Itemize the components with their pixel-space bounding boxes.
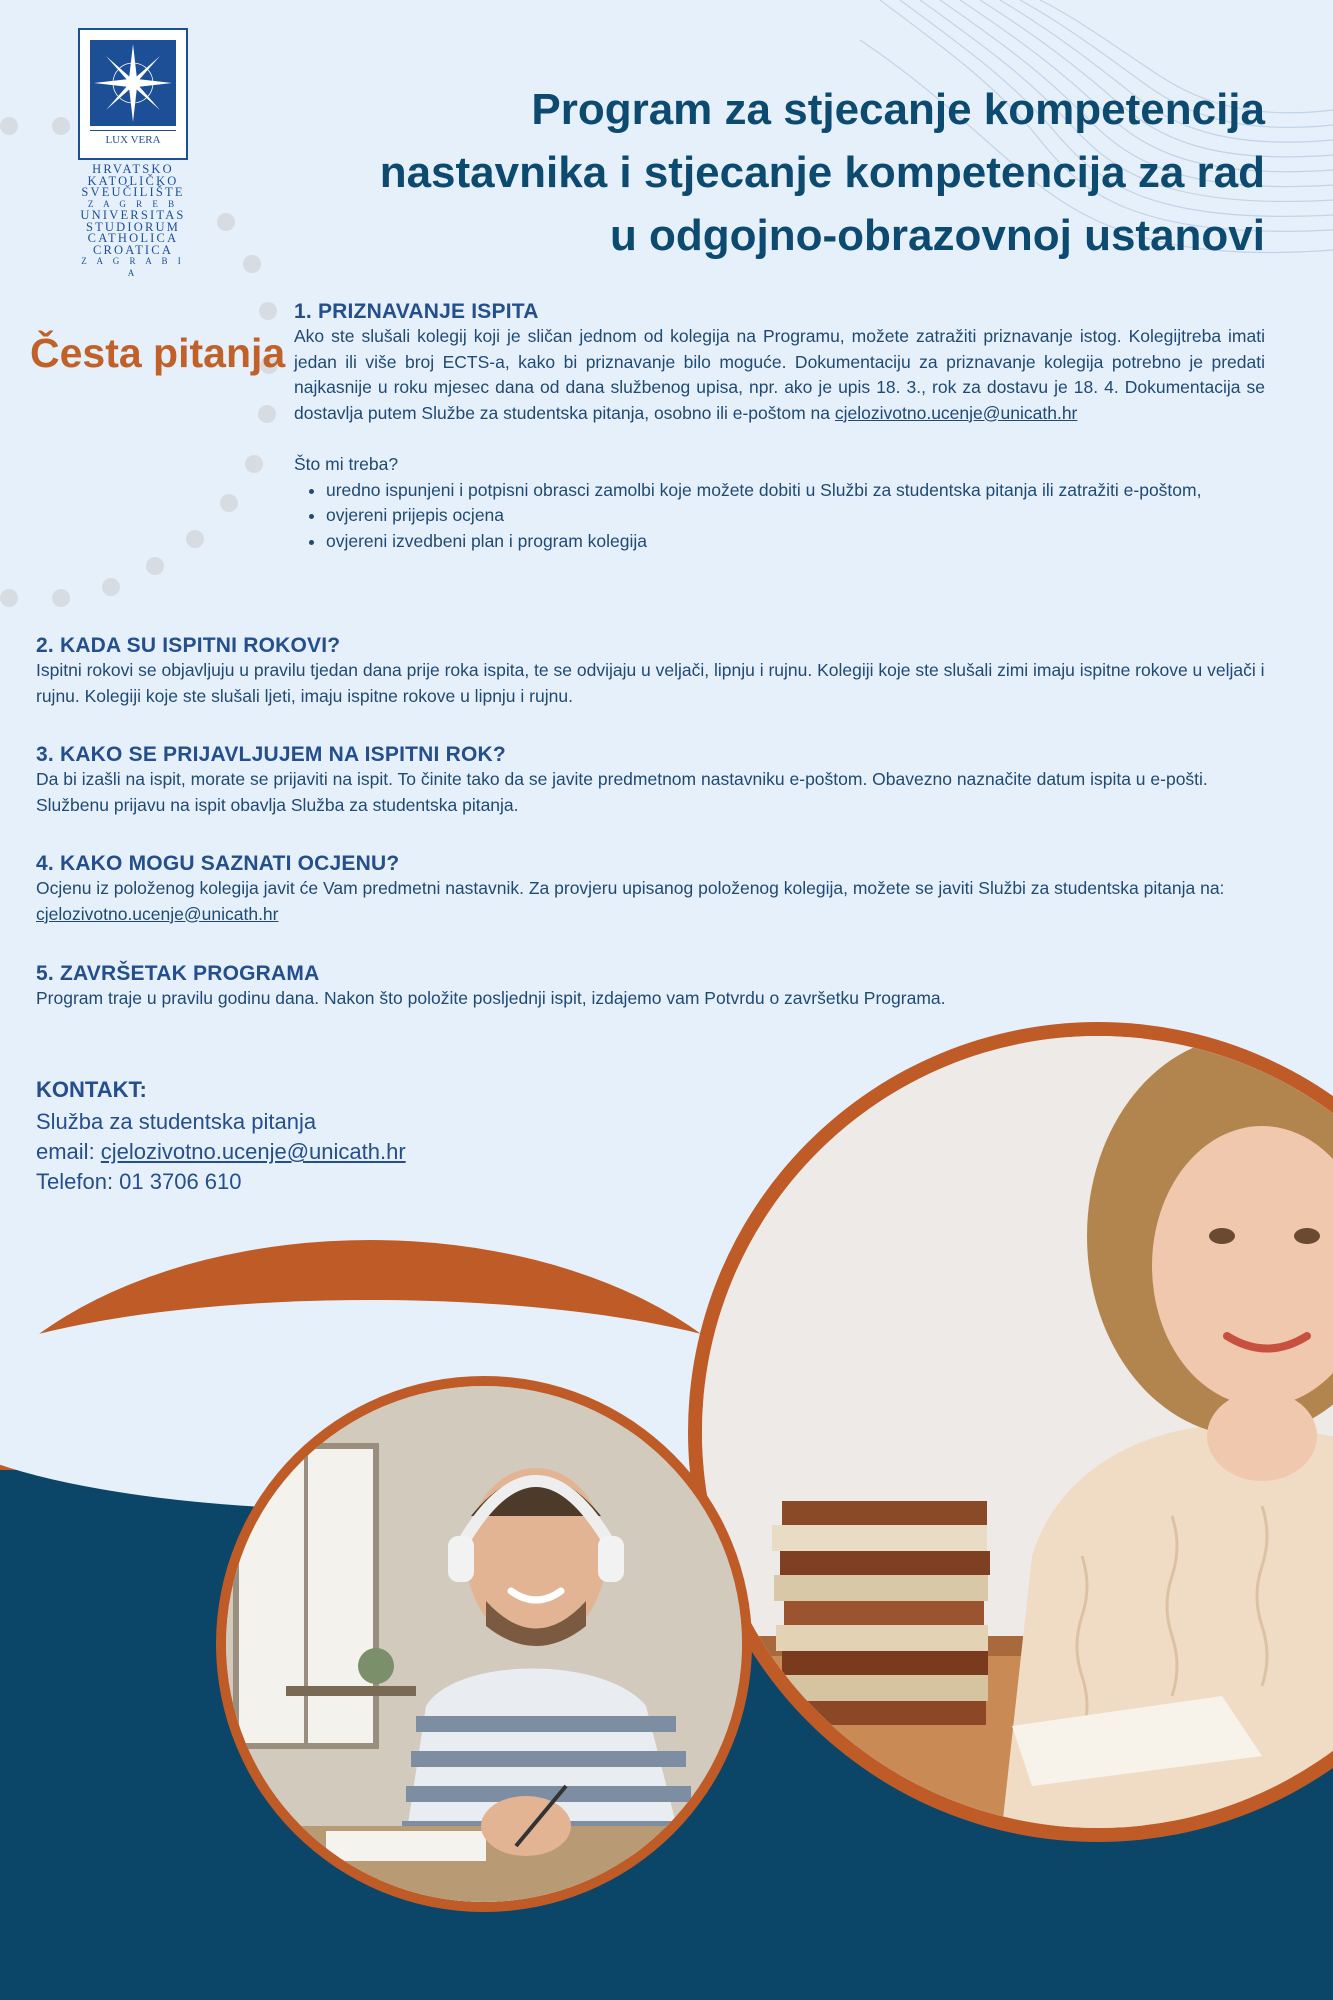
section-heading: 3. KAKO SE PRIJAVLJUJEM NA ISPITNI ROK? [36,743,506,766]
section-text: Ako ste slušali kolegij koji je sličan jednom od kolegija na Programu, možete zatražiti priznavanje istog. Kolegijtreba imati jedan ili više broj ECTS-a, kako bi priznavanje bilo moguće. Dokumentaciju za priznavanje kolegija potrebno je predati najkasnije u roku mjesec dana od dana službenog upisa, npr. ako je upis 18. 3., rok za dostavu je 18. 4. Dokumentacija se dostavlja putem Službe za studentska pitanja, osobno ili e-poštom na cjelozivotno.ucenje@unicath.hr [294,326,1265,423]
section-text: Program traje u pravilu godinu dana. Nakon što položite posljednji ispit, izdajemo vam Potvrdu o završetku Programa. [36,988,946,1008]
logo-motto: LUX VERA [90,130,176,147]
contact-office: Služba za studentska pitanja [36,1109,317,1134]
section-heading: 4. KAKO MOGU SAZNATI OCJENU? [36,852,400,875]
section-exam-registration [36,743,1266,818]
contact-heading: KONTAKT: [36,1077,147,1102]
list-item: • ovjereni prijepis ocjena [326,503,1265,529]
logo-wordmark: HRVATSKO KATOLIČKO SVEUČILIŠTE Z A G R E B UNIVERSITAS STUDIORUM CATHOLICA CROATICA Z A G R A B I A [80,162,186,278]
needs-list [294,478,1265,555]
section-recognition [294,300,1265,554]
section-grades [36,852,1266,927]
contact-email: email: cjelozivotno.ucenje@unicath.hr [36,1139,406,1164]
email-link[interactable]: cjelozivotno.ucenje@unicath.hr [100,1139,406,1164]
section-text: Ocjenu iz položenog kolegija javit će Vam predmetni nastavnik. Za provjeru upisanog položenog kolegija, možete se javiti Službi za studentska pitanja na: cjelozivotno.ucenje@unicath.hr [36,878,1225,924]
photo-man-with-headphones [216,1376,752,1912]
woman-illustration [702,1036,1333,1828]
star-emblem-icon [90,40,176,126]
contact-phone: Telefon: 01 3706 610 [36,1169,242,1194]
list-item: • ovjereni izvedbeni plan i program kolegija [326,529,1265,555]
section-heading: 1. PRIZNAVANJE ISPITA [294,300,539,323]
email-link[interactable]: cjelozivotno.ucenje@unicath.hr [36,903,279,924]
email-link[interactable]: cjelozivotno.ucenje@unicath.hr [834,402,1078,423]
section-heading: 2. KADA SU ISPITNI ROKOVI? [36,634,341,657]
section-text: Da bi izašli na ispit, morate se prijaviti na ispit. To činite tako da se javite predmetnom nastavniku e-poštom. Obavezno naznačite datum ispita u e-pošti. Službenu prijavu na ispit obavlja Služba za studentska pitanja. [36,769,1208,815]
section-program-completion [36,962,1266,1012]
man-illustration [226,1386,742,1902]
contact-block [36,1077,556,1197]
page-title: Program za stjecanje kompetencija nastavnika i stjecanje kompetencija za rad u odgojno-obrazovnoj ustanovi [379,85,1265,260]
section-text: Ispitni rokovi se objavljuju u pravilu tjedan dana prije roka ispita, te se odvijaju u veljači, lipnju i rujnu. Kolegiji koje ste slušali zimi imaju ispitne rokove u veljači i rujnu. Kolegiji koje ste slušali ljeti, imaju ispitne rokove u lipnju i rujnu. [36,660,1265,706]
list-item: • uredno ispunjeni i potpisni obrasci zamolbi koje možete dobiti u Službi za studentska pitanja ili zatražiti e-poštom, [326,478,1265,504]
faq-label: Česta pitanja [30,330,286,376]
section-exam-dates [36,634,1266,709]
section-heading: 5. ZAVRŠETAK PROGRAMA [36,962,320,985]
university-logo [78,28,188,279]
needs-label: Što mi treba? [294,454,399,474]
